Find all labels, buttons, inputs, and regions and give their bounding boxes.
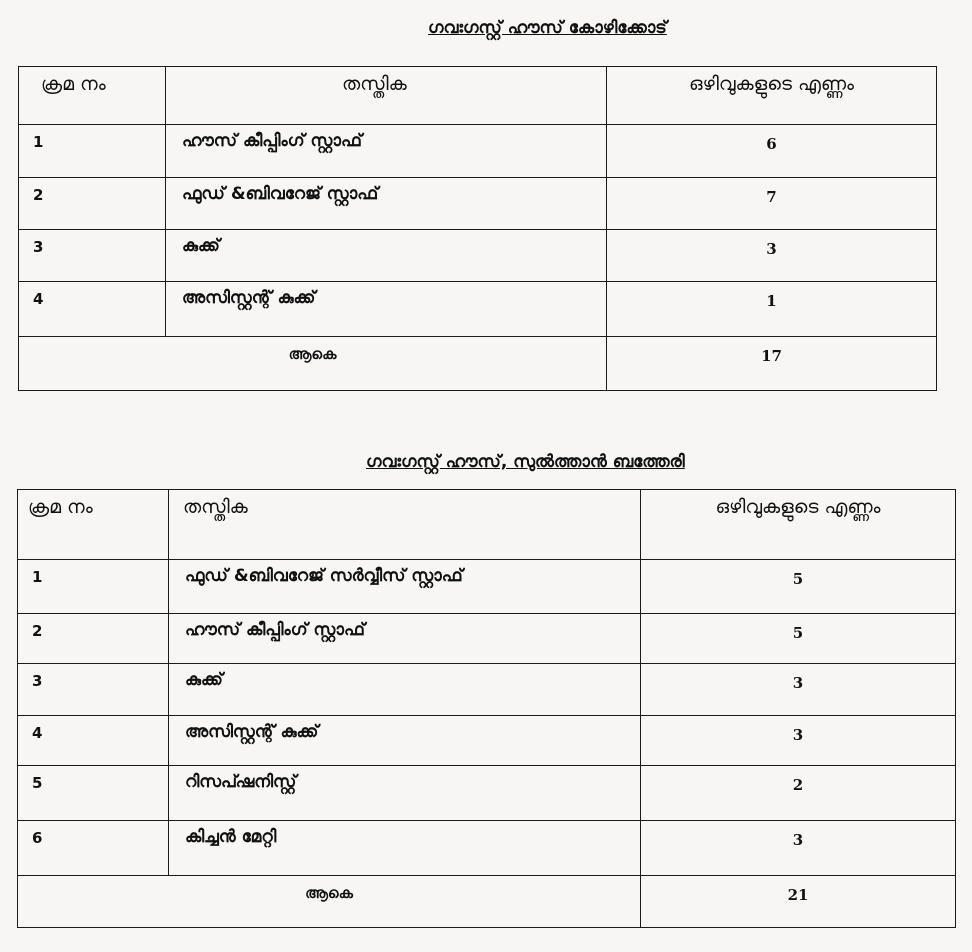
header-post: തസ്തിക: [166, 67, 607, 125]
total-label: ആകെ: [19, 337, 607, 391]
vacancy-table-sulthan-bathery: [17, 489, 956, 928]
table-row: [18, 664, 956, 716]
row-serial-no: 3: [18, 664, 169, 716]
vacancy-table-kozhikode: [18, 66, 937, 391]
row-vacancy-count: 3: [641, 821, 956, 876]
total-row: [18, 876, 956, 928]
row-serial-no: 1: [19, 125, 166, 178]
row-serial-no: 3: [19, 230, 166, 282]
row-serial-no: 4: [18, 716, 169, 766]
header-row: [19, 67, 937, 125]
row-vacancy-count: 3: [607, 230, 937, 282]
table-row: [18, 821, 956, 876]
row-serial-no: 5: [18, 766, 169, 821]
table-row: [19, 125, 937, 178]
row-vacancy-count: 3: [641, 664, 956, 716]
row-serial-no: 2: [18, 614, 169, 664]
table-row: [19, 282, 937, 337]
header-serial-no: ക്രമ നം: [18, 490, 169, 560]
row-post: കിച്ചൻ മേറ്റി: [169, 821, 641, 876]
row-post: റിസപ്ഷനിസ്റ്റ്: [169, 766, 641, 821]
row-post: ഫുഡ് &ബിവറേജ് സ്റ്റാഫ്: [166, 178, 607, 230]
row-vacancy-count: 3: [641, 716, 956, 766]
row-post: ഹൗസ് കീപ്പിംഗ് സ്റ്റാഫ്: [169, 614, 641, 664]
header-vacancy-count: ഒഴിവുകളുടെ എണ്ണം: [607, 67, 937, 125]
header-row: [18, 490, 956, 560]
row-serial-no: 1: [18, 560, 169, 614]
row-post: കുക്ക്: [169, 664, 641, 716]
row-vacancy-count: 2: [641, 766, 956, 821]
row-post: അസിസ്റ്റന്റ് കുക്ക്: [166, 282, 607, 337]
row-post: ഹൗസ് കീപ്പിംഗ് സ്റ്റാഫ്: [166, 125, 607, 178]
table-row: [18, 614, 956, 664]
total-row: [19, 337, 937, 391]
row-serial-no: 6: [18, 821, 169, 876]
row-post: ഫുഡ് &ബിവറേജ് സർവ്വീസ് സ്റ്റാഫ്: [169, 560, 641, 614]
row-vacancy-count: 1: [607, 282, 937, 337]
row-serial-no: 4: [19, 282, 166, 337]
row-vacancy-count: 5: [641, 560, 956, 614]
total-value: 21: [641, 876, 956, 928]
total-label: ആകെ: [18, 876, 641, 928]
table-title-kozhikode: ഗവഃഗസ്റ്റ് ഹൗസ് കോഴിക്കോട്: [428, 18, 667, 38]
table-title-sulthan-bathery: ഗവഃഗസ്റ്റ് ഹൗസ്, സുൽത്താൻ ബത്തേരി: [366, 452, 685, 472]
row-vacancy-count: 6: [607, 125, 937, 178]
table-row: [19, 230, 937, 282]
table-row: [19, 178, 937, 230]
header-vacancy-count: ഒഴിവുകളുടെ എണ്ണം: [641, 490, 956, 560]
table-row: [18, 560, 956, 614]
row-vacancy-count: 5: [641, 614, 956, 664]
total-value: 17: [607, 337, 937, 391]
row-post: കുക്ക്: [166, 230, 607, 282]
row-vacancy-count: 7: [607, 178, 937, 230]
table-row: [18, 716, 956, 766]
header-post: തസ്തിക: [169, 490, 641, 560]
table-row: [18, 766, 956, 821]
header-serial-no: ക്രമ നം: [19, 67, 166, 125]
row-serial-no: 2: [19, 178, 166, 230]
row-post: അസിസ്റ്റന്റ് കുക്ക്: [169, 716, 641, 766]
